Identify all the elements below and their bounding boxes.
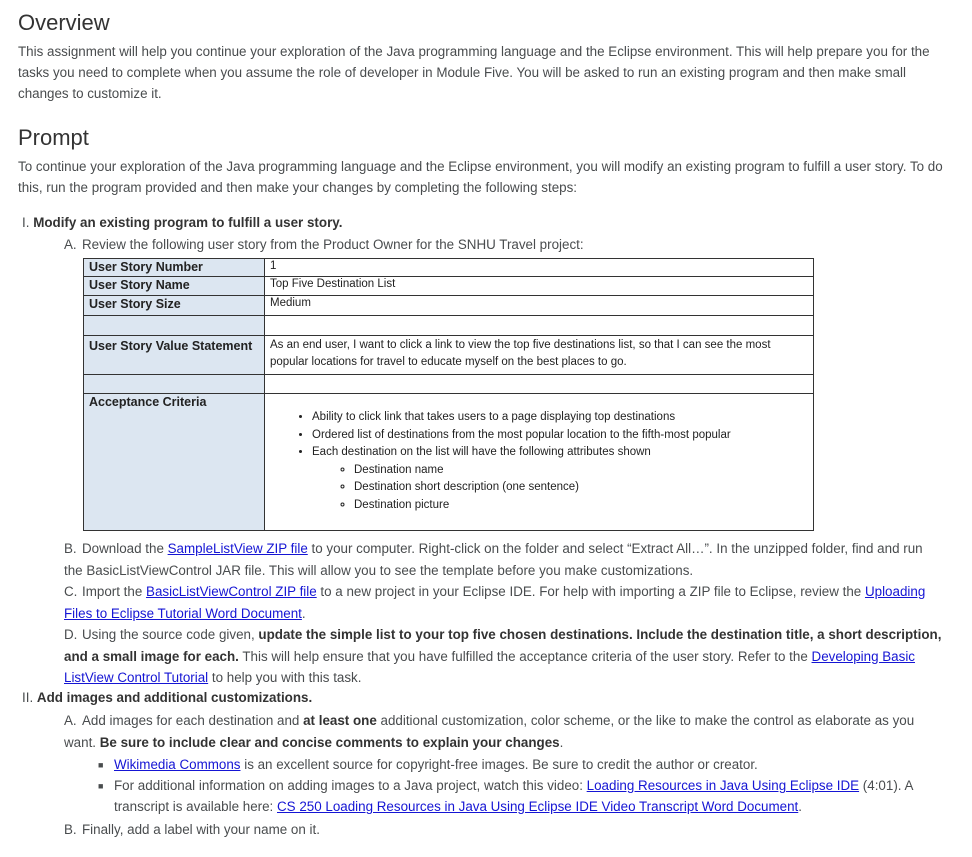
step-num: B.: [64, 541, 77, 556]
attribute-list: [312, 462, 808, 515]
text: is an excellent source for copyright-free images. Be sure to credit the author or creator.: [240, 757, 758, 772]
step-num: D.: [64, 627, 78, 642]
value-statement: As an end user, I want to click a link to view the top five destinations list, so that I can see the most popular locations for travel to educate myself on the best places to go.: [265, 336, 814, 375]
criteria-cell: [265, 394, 814, 531]
user-story-table: [83, 258, 814, 531]
text: Using the source code given,: [82, 627, 259, 642]
step-IIA: [64, 710, 944, 753]
value-number: 1: [265, 259, 814, 277]
basiclistviewcontrol-zip-link[interactable]: BasicListViewControl ZIP file: [146, 584, 317, 599]
text: additional customization, color scheme, or the like to make the control as elaborate as you want.: [64, 713, 915, 750]
prompt-text: To continue your exploration of the Java programming language and the Eclipse environment, you will modify an existing program to fulfill a user story. To do this, run the program provided and then make your changes by completing the following steps:: [18, 159, 943, 195]
attribute-item: ◦ Destination picture: [354, 497, 808, 515]
step-num: I.: [22, 215, 30, 230]
label-name: User Story Name: [84, 277, 265, 296]
text: to your computer. Right-click on the folder and select “Extract All…”. In the unzipped folder, find and run the BasicListViewControl JAR file. This will allow you to see the template before you make customizations.: [64, 541, 923, 578]
criteria-item: [312, 444, 808, 514]
text: For additional information on adding images to a Java project, watch this video:: [114, 778, 587, 793]
step-ID: [64, 624, 944, 689]
label-criteria: Acceptance Criteria: [84, 394, 265, 531]
bold-text: Be sure to include clear and concise comments to explain your changes: [99, 734, 560, 750]
text: Finally, add a label with your name on it.: [82, 822, 320, 837]
text: Download the: [82, 541, 168, 556]
attribute-item: ◦ Destination short description (one sentence): [354, 479, 808, 497]
text: to help you with this task.: [208, 670, 362, 685]
uploading-files-tutorial-link[interactable]: Uploading Files to Eclipse Tutorial Word Document: [64, 584, 926, 621]
transcript-link[interactable]: CS 250 Loading Resources in Java Using Eclipse IDE Video Transcript Word Document: [277, 799, 799, 814]
step-label: Add images and additional customizations.: [36, 690, 313, 705]
empty-label: [84, 316, 265, 336]
text: (4:01). A transcript is available here:: [114, 778, 913, 814]
step-I: [22, 215, 342, 230]
criteria-item: • Ability to click link that takes users to a page displaying top destinations: [312, 409, 808, 427]
step-num: II.: [22, 690, 34, 705]
text: This will help ensure that you have fulfilled the acceptance criteria of the user story. Refer to the: [238, 648, 812, 664]
wikimedia-commons-link[interactable]: Wikimedia Commons: [114, 757, 241, 772]
bold-text: at least one: [303, 713, 377, 728]
text: .: [559, 734, 564, 750]
prompt-heading: Prompt: [18, 125, 89, 150]
text: .: [301, 605, 306, 621]
overview-heading: Overview: [18, 10, 110, 35]
label-value: User Story Value Statement: [84, 336, 265, 375]
value-name: Top Five Destination List: [265, 277, 814, 296]
empty-cell: [265, 316, 814, 336]
attribute-item: ◦ Destination name: [354, 462, 808, 480]
step-num: C.: [64, 584, 78, 599]
step-IC: [64, 581, 944, 624]
criteria-list: [270, 409, 808, 514]
square-bullet-icon: ■: [98, 760, 104, 770]
text: to a new project in your Eclipse IDE. For help with importing a ZIP file to Eclipse, review the: [316, 584, 865, 599]
samplelistview-zip-link[interactable]: SampleListView ZIP file: [167, 541, 308, 556]
value-size: Medium: [265, 296, 814, 316]
loading-resources-video-link[interactable]: Loading Resources in Java Using Eclipse IDE: [586, 778, 860, 793]
step-IA: [64, 234, 944, 256]
empty-cell: [265, 375, 814, 394]
criteria-text: Each destination on the list will have the following attributes shown: [312, 446, 651, 458]
label-number: User Story Number: [84, 259, 265, 277]
square-bullet-icon: ■: [98, 781, 104, 791]
step-num: A.: [64, 237, 77, 252]
overview-text: This assignment will help you continue your exploration of the Java programming language and the Eclipse environment. This will help prepare you for the tasks you need to complete when you assume the role of developer in Module Five. You will be asked to run an existing program and then make small changes to customize it.: [18, 44, 930, 101]
step-IIB: [64, 819, 944, 841]
text: .: [798, 799, 802, 814]
text: Import the: [82, 584, 147, 599]
step-text: Review the following user story from the Product Owner for the SNHU Travel project:: [82, 237, 584, 252]
bold-text: update the simple list to your top five chosen destinations. Include the destination title, a short description, and a small image for each.: [64, 627, 942, 664]
bullet-item: [98, 775, 948, 817]
label-size: User Story Size: [84, 296, 265, 316]
empty-label: [84, 375, 265, 394]
text: Add images for each destination and: [82, 713, 304, 728]
step-IB: [64, 538, 944, 581]
criteria-item: • Ordered list of destinations from the most popular location to the fifth-most popular: [312, 427, 808, 445]
listview-tutorial-link[interactable]: Developing Basic ListView Control Tutorial: [64, 648, 915, 685]
step-II: [22, 690, 312, 705]
bullet-item: [98, 754, 948, 775]
step-num: B.: [64, 822, 77, 837]
step-num: A.: [64, 713, 77, 728]
step-label: Modify an existing program to fulfill a user story.: [33, 215, 343, 230]
